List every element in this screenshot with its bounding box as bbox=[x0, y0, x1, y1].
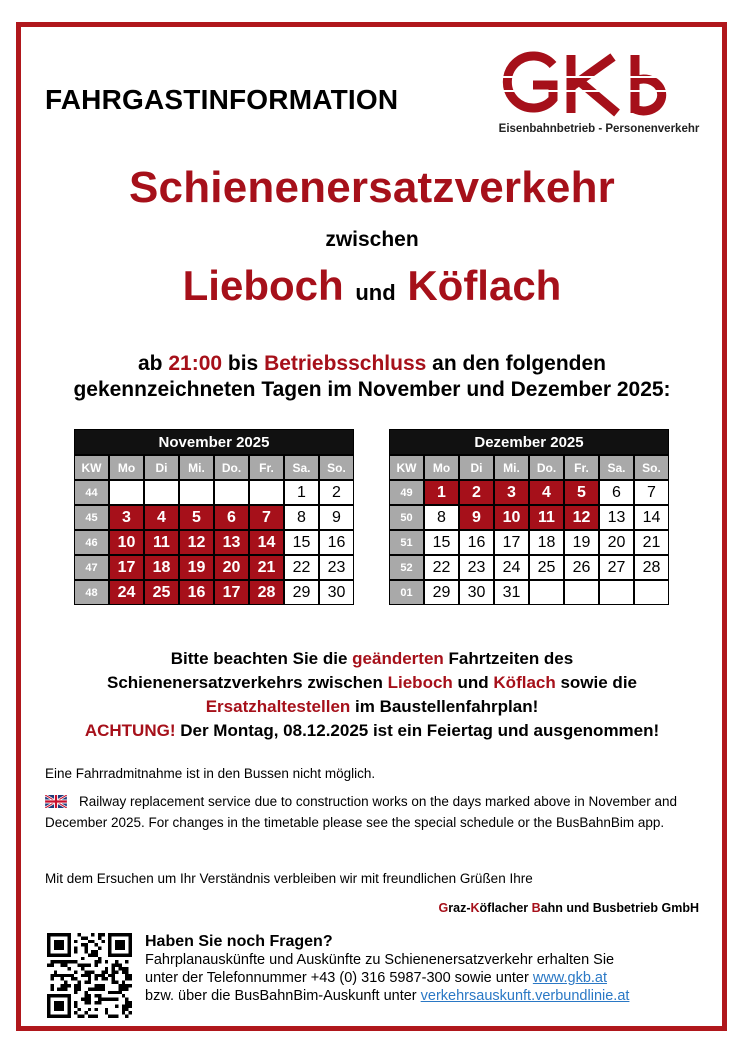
calendar-day: 8 bbox=[424, 505, 459, 530]
notice-l2d: Köflach bbox=[493, 673, 556, 692]
calendar-day: 9 bbox=[319, 505, 354, 530]
week-number: 01 bbox=[389, 580, 424, 605]
weekday-header: Fr. bbox=[249, 455, 284, 480]
calendar-day-marked: 11 bbox=[144, 530, 179, 555]
weekday-header: Mi. bbox=[179, 455, 214, 480]
calendar-week-row bbox=[74, 505, 354, 530]
calendar-day: 14 bbox=[634, 505, 669, 530]
calendar-day-marked: 2 bbox=[459, 480, 494, 505]
calendar-day: 23 bbox=[459, 555, 494, 580]
calendar-week-row bbox=[74, 555, 354, 580]
calendar-week-row bbox=[389, 505, 669, 530]
calendar-november bbox=[74, 429, 354, 605]
intro-line-1 bbox=[0, 351, 744, 377]
intro-part2: bis bbox=[222, 352, 265, 375]
calendar-day-marked: 24 bbox=[109, 580, 144, 605]
calendar-day-marked: 9 bbox=[459, 505, 494, 530]
calendar-day: 30 bbox=[459, 580, 494, 605]
calendar-week-row bbox=[74, 530, 354, 555]
verkehrsauskunft-link[interactable]: verkehrsauskunft.verbundlinie.at bbox=[420, 988, 630, 1004]
route-and: und bbox=[355, 280, 396, 305]
calendar-day: 23 bbox=[319, 555, 354, 580]
contact-line3-text: bzw. über die BusBahnBim-Auskunft unter bbox=[145, 988, 421, 1004]
notice-line-2 bbox=[0, 671, 744, 695]
calendar-day-marked: 14 bbox=[249, 530, 284, 555]
weekday-header: KW bbox=[389, 455, 424, 480]
notice-text bbox=[0, 647, 744, 743]
notice-l1c: Fahrtzeiten des bbox=[443, 649, 574, 668]
calendar-day-marked: 17 bbox=[214, 580, 249, 605]
headline-main: Schienenersatzverkehr bbox=[128, 163, 615, 212]
contact-line-2 bbox=[145, 969, 705, 987]
calendar-day-marked: 19 bbox=[179, 555, 214, 580]
calendar-day-marked: 11 bbox=[529, 505, 564, 530]
calendar-day: 7 bbox=[634, 480, 669, 505]
calendar-day: 13 bbox=[599, 505, 634, 530]
calendar-day: 6 bbox=[599, 480, 634, 505]
calendar-day: 17 bbox=[494, 530, 529, 555]
gkb-logo bbox=[493, 47, 705, 141]
closing-note: Mit dem Ersuchen um Ihr Verständnis verbleiben wir mit freundlichen Grüßen Ihre bbox=[45, 871, 533, 886]
calendar-day-marked: 5 bbox=[179, 505, 214, 530]
intro-part1: ab bbox=[138, 352, 169, 375]
signature bbox=[439, 901, 699, 915]
calendar-week-row bbox=[74, 480, 354, 505]
notice-l3a: Ersatzhaltestellen bbox=[205, 697, 351, 716]
contact-phone-text: unter der Telefonnummer +43 (0) 316 5987-300 sowie unter bbox=[145, 970, 533, 986]
calendar-day bbox=[179, 480, 214, 505]
weekday-header: Do. bbox=[529, 455, 564, 480]
calendar-day: 18 bbox=[529, 530, 564, 555]
calendar-day-marked: 4 bbox=[144, 505, 179, 530]
logo-subtitle: Eisenbahnbetrieb - Personenverkehr bbox=[498, 123, 700, 135]
weekday-header: Mo bbox=[424, 455, 459, 480]
qr-code[interactable] bbox=[47, 933, 132, 1018]
calendar-day: 1 bbox=[284, 480, 319, 505]
weekday-header: Sa. bbox=[599, 455, 634, 480]
calendar-day: 31 bbox=[494, 580, 529, 605]
sig-g: G bbox=[438, 901, 449, 915]
notice-l2b: Lieboch bbox=[387, 673, 453, 692]
bike-note: Eine Fahrradmitnahme ist in den Bussen nicht möglich. bbox=[45, 766, 376, 781]
calendar-day bbox=[529, 580, 564, 605]
calendar-title: Dezember 2025 bbox=[389, 429, 669, 455]
calendar-day: 15 bbox=[284, 530, 319, 555]
weekday-header: Mi. bbox=[494, 455, 529, 480]
english-text: Railway replacement service due to construction works on the days marked above in November and December 2025. For changes in the timetable please see the special schedule or the BusBahnBim app. bbox=[45, 794, 678, 830]
week-number: 51 bbox=[389, 530, 424, 555]
notice-l1b: geänderten bbox=[352, 649, 444, 668]
week-number: 44 bbox=[74, 480, 109, 505]
calendar-day: 28 bbox=[634, 555, 669, 580]
calendar-day-marked: 6 bbox=[214, 505, 249, 530]
calendar-day bbox=[109, 480, 144, 505]
sig-p2: öflacher bbox=[479, 901, 532, 915]
calendar-day: 16 bbox=[459, 530, 494, 555]
week-number: 45 bbox=[74, 505, 109, 530]
calendar-day-marked: 12 bbox=[564, 505, 599, 530]
weekday-header: Di bbox=[144, 455, 179, 480]
calendar-day-marked: 20 bbox=[214, 555, 249, 580]
route-from: Lieboch bbox=[182, 262, 344, 309]
weekday-header: So. bbox=[634, 455, 669, 480]
document-title: FAHRGASTINFORMATION bbox=[45, 84, 399, 115]
weekday-header: Mo bbox=[109, 455, 144, 480]
calendar-day-marked: 1 bbox=[424, 480, 459, 505]
calendar-day-marked: 4 bbox=[529, 480, 564, 505]
calendar-day: 24 bbox=[494, 555, 529, 580]
notice-l1a: Bitte beachten Sie die bbox=[170, 649, 353, 668]
calendar-day: 26 bbox=[564, 555, 599, 580]
calendar-day: 8 bbox=[284, 505, 319, 530]
calendar-day-marked: 7 bbox=[249, 505, 284, 530]
sig-p1: raz- bbox=[448, 901, 471, 915]
calendar-december bbox=[389, 429, 669, 605]
calendar-day: 21 bbox=[634, 530, 669, 555]
intro-time: 21:00 bbox=[168, 352, 223, 375]
week-number: 48 bbox=[74, 580, 109, 605]
english-note bbox=[45, 791, 705, 833]
notice-line-3 bbox=[0, 695, 744, 719]
calendar-day bbox=[599, 580, 634, 605]
calendar-day-marked: 17 bbox=[109, 555, 144, 580]
weekday-header: Do. bbox=[214, 455, 249, 480]
uk-flag-icon bbox=[45, 795, 67, 808]
gkb-website-link[interactable]: www.gkb.at bbox=[532, 970, 608, 986]
notice-line-4 bbox=[0, 719, 744, 743]
calendar-day bbox=[144, 480, 179, 505]
calendar-day-marked: 21 bbox=[249, 555, 284, 580]
calendar-day: 30 bbox=[319, 580, 354, 605]
week-number: 49 bbox=[389, 480, 424, 505]
week-number: 50 bbox=[389, 505, 424, 530]
contact-line-1: Fahrplanauskünfte und Auskünfte zu Schienenersatzverkehr erhalten Sie bbox=[145, 952, 615, 968]
sig-p3: ahn und Busbetrieb GmbH bbox=[540, 901, 699, 915]
calendar-day-marked: 28 bbox=[249, 580, 284, 605]
calendar-day-marked: 25 bbox=[144, 580, 179, 605]
intro-line-2: gekennzeichneten Tagen im November und Dezember 2025: bbox=[73, 378, 671, 401]
calendar-week-row bbox=[389, 480, 669, 505]
notice-line-1 bbox=[0, 647, 744, 671]
notice-l2c: und bbox=[452, 673, 494, 692]
intro-text bbox=[0, 351, 744, 403]
calendar-day-marked: 10 bbox=[109, 530, 144, 555]
calendar-week-row bbox=[74, 580, 354, 605]
calendar-day: 25 bbox=[529, 555, 564, 580]
calendar-day-marked: 13 bbox=[214, 530, 249, 555]
notice-l2e: sowie die bbox=[555, 673, 637, 692]
calendar-day: 16 bbox=[319, 530, 354, 555]
week-number: 52 bbox=[389, 555, 424, 580]
calendar-day: 22 bbox=[424, 555, 459, 580]
notice-l4a: ACHTUNG! bbox=[84, 721, 176, 740]
weekday-header: Sa. bbox=[284, 455, 319, 480]
calendar-day: 22 bbox=[284, 555, 319, 580]
week-number: 46 bbox=[74, 530, 109, 555]
calendar-week-row bbox=[389, 580, 669, 605]
calendar-day-marked: 3 bbox=[494, 480, 529, 505]
calendar-day: 19 bbox=[564, 530, 599, 555]
calendar-day: 29 bbox=[284, 580, 319, 605]
calendar-day-marked: 16 bbox=[179, 580, 214, 605]
calendar-day: 15 bbox=[424, 530, 459, 555]
week-number: 47 bbox=[74, 555, 109, 580]
calendar-day: 20 bbox=[599, 530, 634, 555]
sig-k: K bbox=[470, 901, 480, 915]
headline-between: zwischen bbox=[325, 228, 419, 251]
calendar-day-marked: 5 bbox=[564, 480, 599, 505]
calendar-day: 27 bbox=[599, 555, 634, 580]
notice-l2a: Schienenersatzverkehrs zwischen bbox=[106, 673, 388, 692]
sig-b: B bbox=[531, 901, 541, 915]
calendar-day bbox=[214, 480, 249, 505]
calendar-day-marked: 18 bbox=[144, 555, 179, 580]
contact-question: Haben Sie noch Fragen? bbox=[145, 933, 333, 950]
route-to: Köflach bbox=[407, 262, 562, 309]
notice-l3b: im Baustellenfahrplan! bbox=[350, 697, 539, 716]
intro-end: Betriebsschluss bbox=[264, 352, 427, 375]
gkb-logo-mark bbox=[493, 47, 705, 121]
notice-l4b: Der Montag, 08.12.2025 ist ein Feiertag und ausgenommen! bbox=[175, 721, 660, 740]
intro-part3: an den folgenden bbox=[426, 352, 606, 375]
contact-block bbox=[145, 933, 705, 1005]
calendar-day bbox=[249, 480, 284, 505]
calendar-week-row bbox=[389, 555, 669, 580]
headline-route bbox=[0, 262, 744, 310]
calendar-day: 29 bbox=[424, 580, 459, 605]
contact-line-3 bbox=[145, 987, 705, 1005]
calendar-day-marked: 12 bbox=[179, 530, 214, 555]
weekday-header: Di bbox=[459, 455, 494, 480]
calendar-day bbox=[564, 580, 599, 605]
calendar-day bbox=[634, 580, 669, 605]
calendar-day: 2 bbox=[319, 480, 354, 505]
calendar-title: November 2025 bbox=[74, 429, 354, 455]
calendar-day-marked: 10 bbox=[494, 505, 529, 530]
calendar-week-row bbox=[389, 530, 669, 555]
weekday-header: Fr. bbox=[564, 455, 599, 480]
weekday-header: KW bbox=[74, 455, 109, 480]
calendar-day-marked: 3 bbox=[109, 505, 144, 530]
weekday-header: So. bbox=[319, 455, 354, 480]
